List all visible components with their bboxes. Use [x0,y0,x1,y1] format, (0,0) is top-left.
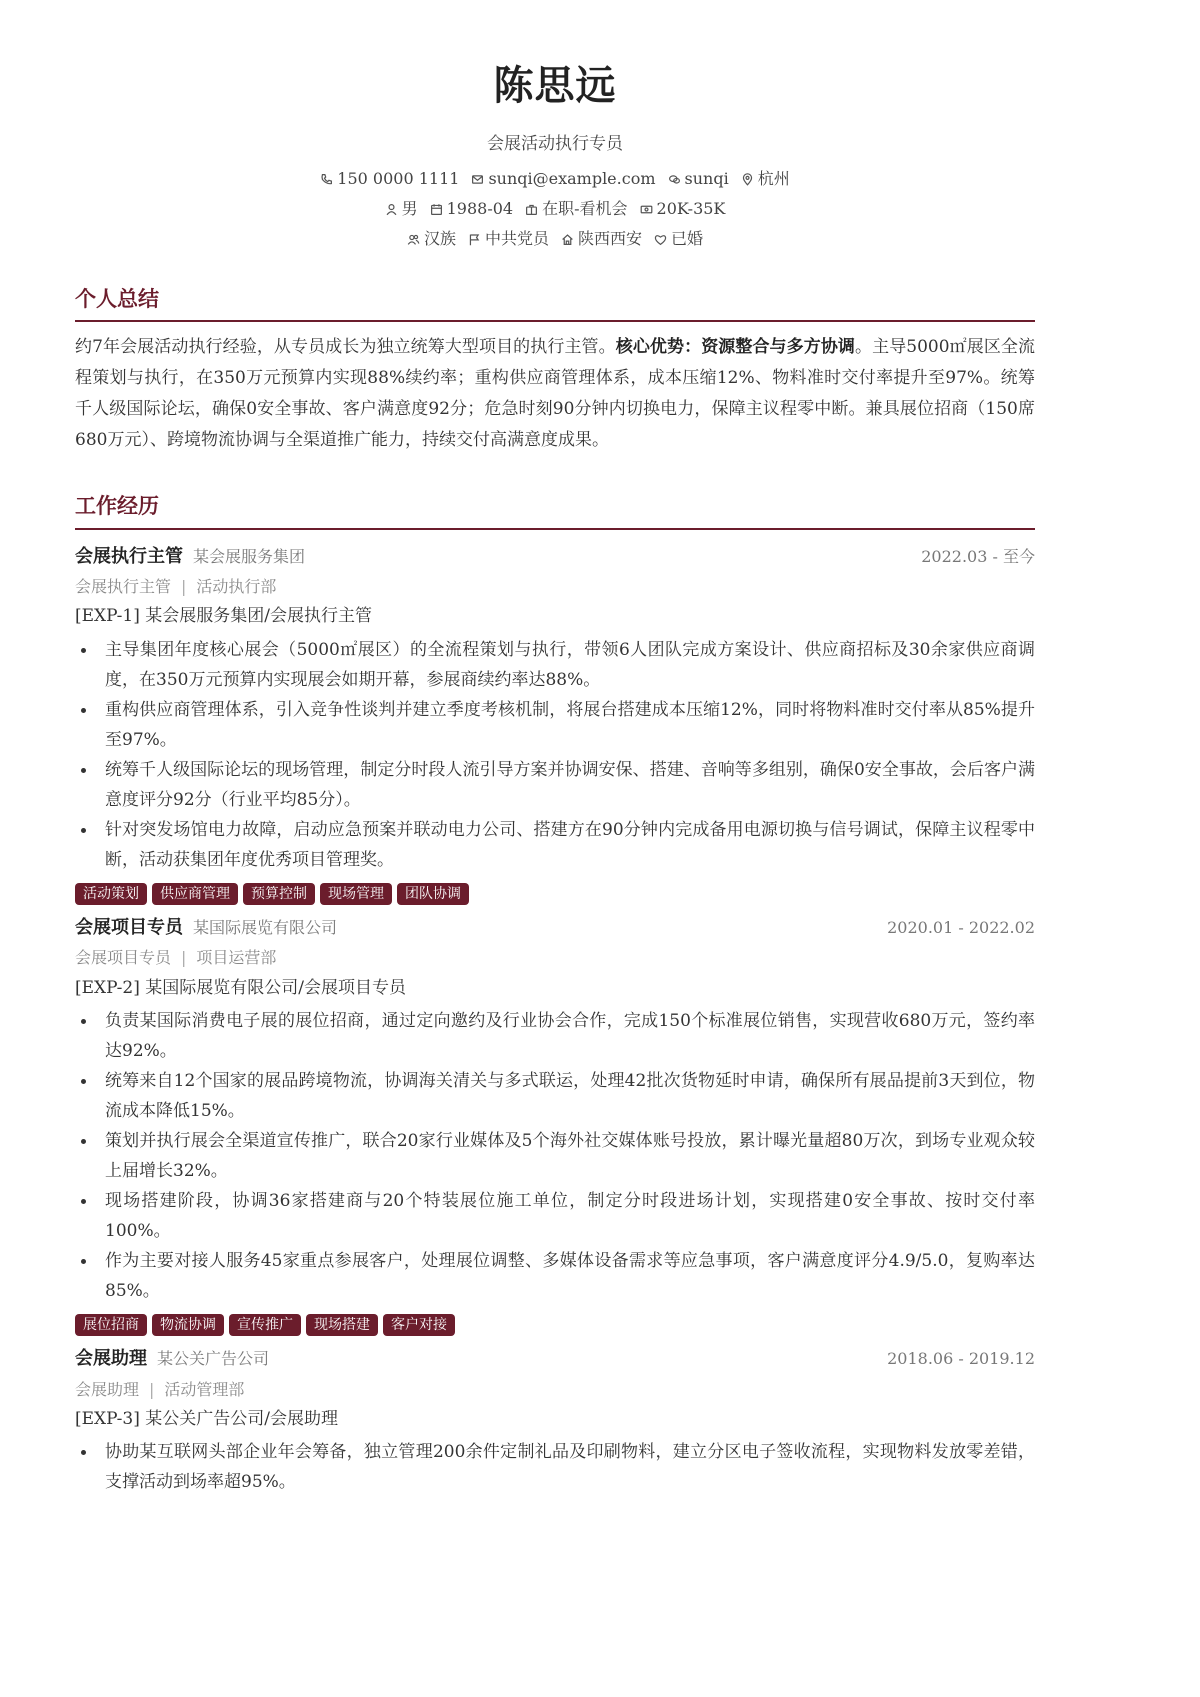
job-position: 会展项目专员 [75,948,172,968]
marital-item [654,231,703,247]
experience-section [75,492,1035,1497]
skill-tag: 宣传推广 [229,1314,301,1336]
birth-item [430,201,513,217]
separator: | [149,1379,155,1399]
personal-info-row [75,231,1035,247]
summary-heading: 个人总结 [75,285,1035,322]
contact-row [75,171,1035,187]
job-company: 某国际展览有限公司 [193,917,338,937]
money-icon [640,203,653,216]
skill-tags [75,1314,1035,1336]
job-subline [75,1380,1035,1399]
job-date: 2022.03 - 至今 [921,546,1035,566]
job-department: 活动执行部 [196,577,277,597]
mail-icon [471,173,484,186]
job-title-group [75,917,337,939]
job-position: 会展执行主管 [75,577,172,597]
city-item [741,171,790,187]
email-address: sunqi@example.com [488,169,656,188]
job-company: 某会展服务集团 [193,546,306,566]
phone-icon [320,173,333,186]
skill-tag: 现场管理 [320,883,392,905]
calendar-icon [430,203,443,216]
bullet-item: 负责某国际消费电子展的展位招商，通过定向邀约及行业协会合作，完成150个标准展位销售，实现营收680万元，签约率达92%。 [75,1006,1035,1066]
job-code: [EXP-1] 某会展服务集团/会展执行主管 [75,606,372,627]
skill-tags [75,883,1035,905]
summary-highlight: 核心优势：资源整合与多方协调 [615,337,856,358]
separator: | [181,577,187,597]
skill-tag: 活动策划 [75,883,147,905]
wechat-item [668,171,729,187]
email-item [471,171,655,187]
bullet-item: 策划并执行展会全渠道宣传推广，联合20家行业媒体及5个海外社交媒体账号投放，累计曝光量超80万次，到场专业观众较上届增长32%。 [75,1126,1035,1186]
home-icon [561,233,574,246]
job-bullets [75,1437,1035,1497]
summary-text [75,332,1035,456]
skill-tag: 客户对接 [383,1314,455,1336]
flag-icon [468,233,481,246]
resume-header [75,62,1035,248]
marital-status: 已婚 [671,229,704,248]
hometown: 陕西西安 [578,229,643,248]
wechat-icon [668,173,681,186]
gender: 男 [401,199,418,218]
bullet-item: 针对突发场馆电力故障，启动应急预案并联动电力公司、搭建方在90分钟内完成备用电源切换与信号调试，保障主议程零中断，活动获集团年度优秀项目管理奖。 [75,815,1035,875]
experience-heading: 工作经历 [75,492,1035,529]
skill-tag: 物流协调 [152,1314,224,1336]
candidate-name: 陈思远 [493,62,617,109]
bullet-item: 统筹千人级国际论坛的现场管理，制定分时段人流引导方案并协调安保、搭建、音响等多组别，确保0安全事故，会后客户满意度评分92分（行业平均85分）。 [75,755,1035,815]
skill-tag: 现场搭建 [306,1314,378,1336]
job-subline [75,577,1035,596]
location-pin-icon [741,173,754,186]
ethnicity: 汉族 [423,229,456,248]
city: 杭州 [757,169,790,188]
job-position: 会展助理 [75,1379,140,1399]
birth-date: 1988-04 [446,199,514,218]
job-entry [75,1348,1035,1497]
job-department: 项目运营部 [196,948,277,968]
job-role: 会展助理 [75,1347,147,1369]
summary-body: 。主导5000㎡展区全流程策划与执行，在350万元预算内实现88%续约率；重构供应商管理体系，成本压缩12%、物料准时交付率提升至97%。统筹千人级国际论坛，确保0安全事故、客户满意度92分；危急时刻90分钟内切换电力，保障主议程零中断。兼具展位招商（150席680万元）、跨境物流协调与全渠道推广能力，持续交付高满意度成果。 [75,337,1036,451]
job-code: [EXP-2] 某国际展览有限公司/会展项目专员 [75,977,406,998]
phone-number: 150 0000 1111 [337,169,460,188]
ethnicity-item [407,231,456,247]
bullet-item: 重构供应商管理体系，引入竞争性谈判并建立季度考核机制，将展台搭建成本压缩12%，同时将物料准时交付率从85%提升至97%。 [75,695,1035,755]
job-title-group [75,1348,269,1370]
job-bullets [75,635,1035,875]
phone-item [320,171,459,187]
summary-intro: 约7年会展活动执行经验，从专员成长为独立统筹大型项目的执行主管。 [75,337,616,358]
job-role: 会展执行主管 [75,545,183,567]
skill-tag: 供应商管理 [152,883,238,905]
job-target: 会展活动执行专员 [487,134,623,154]
job-entry [75,546,1035,905]
people-icon [407,233,420,246]
job-status: 在职-看机会 [542,199,628,218]
wechat-id: sunqi [684,169,729,188]
job-header [75,1348,1035,1370]
briefcase-icon [525,203,538,216]
skill-tag: 预算控制 [243,883,315,905]
bullet-item: 协助某互联网头部企业年会筹备，独立管理200余件定制礼品及印刷物料，建立分区电子签收流程，实现物料发放零差错，支撑活动到场率超95%。 [75,1437,1035,1497]
salary-item [640,201,726,217]
skill-tag: 展位招商 [75,1314,147,1336]
skill-tag: 团队协调 [397,883,469,905]
job-bullets [75,1006,1035,1306]
job-role: 会展项目专员 [75,916,183,938]
expected-salary: 20K-35K [656,199,726,218]
bullet-item: 作为主要对接人服务45家重点参展客户，处理展位调整、多媒体设备需求等应急事项，客户满意度评分4.9/5.0，复购率达85%。 [75,1246,1035,1306]
job-company: 某公关广告公司 [157,1348,270,1368]
job-header [75,917,1035,939]
basic-info-row [75,201,1035,217]
summary-section [75,285,1035,456]
gender-item [385,201,418,217]
bullet-item: 主导集团年度核心展会（5000㎡展区）的全流程策划与执行，带领6人团队完成方案设计、供应商招标及30余家供应商调度，在350万元预算内实现展会如期开幕，参展商续约率达88%。 [75,635,1035,695]
job-date: 2018.06 - 2019.12 [887,1348,1035,1368]
job-subline [75,948,1035,967]
job-entry [75,917,1035,1336]
job-header [75,546,1035,568]
job-code: [EXP-3] 某公关广告公司/会展助理 [75,1408,338,1429]
heart-icon [654,233,667,246]
bullet-item: 现场搭建阶段，协调36家搭建商与20个特装展位施工单位，制定分时段进场计划，实现搭建0安全事故、按时交付率100%。 [75,1186,1035,1246]
job-title-group [75,546,305,568]
job-department: 活动管理部 [164,1379,245,1399]
status-item [525,201,627,217]
hometown-item [561,231,642,247]
political-status: 中共党员 [484,229,549,248]
user-icon [385,203,398,216]
bullet-item: 统筹来自12个国家的展品跨境物流，协调海关清关与多式联运，处理42批次货物延时申请，确保所有展品提前3天到位，物流成本降低15%。 [75,1066,1035,1126]
politics-item [468,231,549,247]
job-date: 2020.01 - 2022.02 [887,917,1035,937]
separator: | [181,948,187,968]
